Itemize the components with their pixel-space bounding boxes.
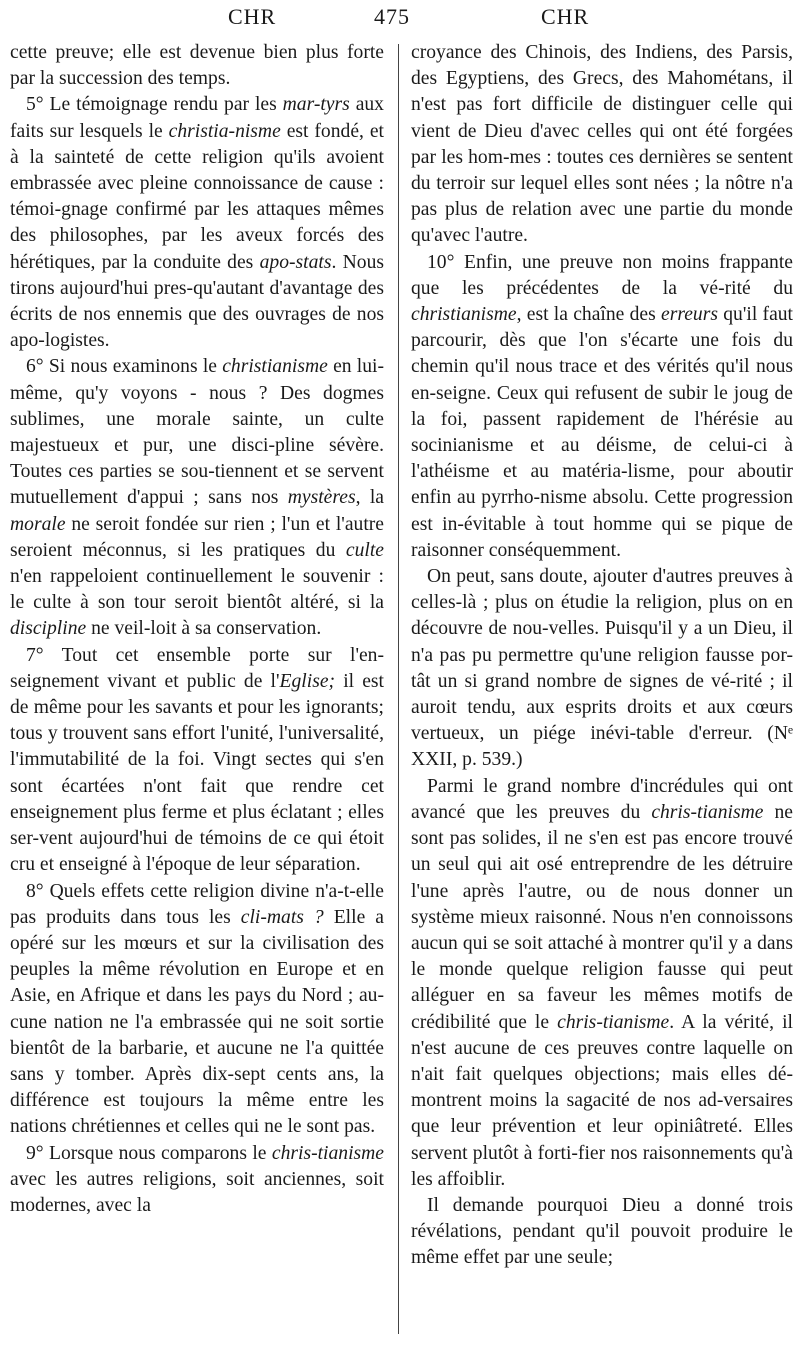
paragraph-erreurs: 10° Enfin, une preuve non moins frappante que les précédentes de la vé-rité du christianisme, est la chaîne des erreurs qu'il faut parcourir, dès que l'on s'écarte une fois du chemin qu'il nous trace et des vérités qu'il nous en-seigne. Ceux qui refusent de subir le joug de la foi, passent rapidement de l'hérésie au socinianisme et au déisme, de celui-ci à l'athéisme et au matéria-lisme, pour aboutir enfin au pyrrho-nisme absolu. Cette progression est in-évitable à tout homme qui se pique de raisonner conséquemment.: [411, 251, 793, 561]
left-column: [10, 40, 384, 1340]
paragraph-other-proofs: On peut, sans doute, ajouter d'autres preuves à celles-là ; plus on étudie la religion, plus on en découvre de nou-velles. Puisqu'il y a un Dieu, il n'a pas pu permettre qu'une religion fausse por-tât un si grand nombre de signes de vé-rité ; il auroit tendu, aux esprits droits et aux cœurs vertueux, un piége inévi-table d'erreur. (Nᵉ XXII, p. 539.): [411, 566, 793, 771]
page-number: 475: [374, 4, 410, 29]
paragraph-eglise: 7° Tout cet ensemble porte sur l'en-seignement vivant et public de l'Eglise; il est de même pour les savants et pour les ignorants; tous y trouvent sans effort l'unité, l'universalité, l'immutabilité de la foi. Vingt sectes qui s'en sont écartées n'ont fait que rendre cet enseignement plus ferme et plus éclatant ; elles ser-vent aujourd'hui de témoins de ce qui étoit cru et enseigné à l'époque de leur séparation.: [10, 644, 384, 876]
paragraph: croyance des Chinois, des Indiens, des Parsis, des Egyptiens, des Grecs, des Mahométans, il n'est pas fort difficile de distinguer celle qui vient de Dieu d'avec celles qui ont été forgées par les hom-mes : toutes ces dernières se sentent du terroir sur lequel elles sont nées ; la nôtre n'a pas plus de relation avec une partie du monde qu'avec l'autre.: [411, 42, 793, 247]
paragraph-examination: 6° Si nous examinons le christianisme en lui-même, qu'y voyons - nous ? Des dogmes sublimes, une morale sainte, un culte majestueux et pur, une disci-pline sévère. Toutes ces parties se sou-tiennent et se servent mutuellement d'appui ; sans nos mystères, la morale ne seroit fondée sur rien ; l'un et l'autre seroient méconnus, si les pratiques du culte n'en rappeloient continuellement le souvenir : le culte à son tour seroit bientôt altéré, si la discipline ne veil-loit à sa conservation.: [10, 356, 384, 640]
paragraph-revelations: Il demande pourquoi Dieu a donné trois révélations, pendant qu'il pouvoit produire le même effet par une seule;: [411, 1194, 793, 1269]
column-divider: [398, 44, 399, 1334]
paragraph: cette preuve; elle est devenue bien plus forte par la succession des temps.: [10, 42, 384, 90]
header-left-word: CHR: [228, 4, 277, 29]
paragraph-climats: 8° Quels effets cette religion divine n'a-t-elle pas produits dans tous les cli-mats ? Elle a opéré sur les mœurs et sur la civilisation des peuples la même révolution en Europe et en Asie, en Afrique et dans les pays du Nord ; au-cune nation ne l'a embrassée qui ne soit sortie bientôt de la barbarie, et aucune ne l'a quittée sans y tomber. Après dix-sept cents ans, la différence est toujours la même entre les nations chrétiennes et celles qui ne le sont pas.: [10, 880, 384, 1138]
running-header: [0, 4, 801, 40]
paragraph-martyrs: 5° Le témoignage rendu par les mar-tyrs aux faits sur lesquels le christia-nisme est fondé, et à la sainteté de cette religion qu'ils avoient embrassée avec pleine connoissance de cause : témoi-gnage confirmé par les attaques mêmes des philosophes, par les aveux forcés des hérétiques, par la conduite des apo-stats. Nous tirons aujourd'hui pres-qu'autant d'avantage des écrits de nos ennemis que des ouvrages de nos apo-logistes.: [10, 94, 384, 352]
right-column: [411, 40, 793, 1340]
paragraph-comparison: 9° Lorsque nous comparons le chris-tianisme avec les autres religions, soit anciennes, soit modernes, avec la: [10, 1142, 384, 1216]
header-right-word: CHR: [541, 4, 590, 29]
paragraph-incredules: Parmi le grand nombre d'incrédules qui ont avancé que les preuves du chris-tianisme ne sont pas solides, il ne s'en est pas encore trouvé un seul qui ait osé entreprendre de les détruire l'une après l'autre, ou de nous donner un système mieux raisonné. Nous n'en connoissons aucun qui se soit attaché à montrer qu'il y a dans le monde quelque religion fausse qui peut alléguer en sa faveur les mêmes motifs de crédibilité que le chris-tianisme. A la vérité, il n'est aucune de ces preuves contre laquelle on n'ait fait quelques objections; mais elles dé-montrent moins la sagacité de nos ad-versaires que leur prévention et leur opiniâtreté. Elles servent plutôt à forti-fier nos raisonnements qu'à les affoiblir.: [411, 775, 793, 1190]
